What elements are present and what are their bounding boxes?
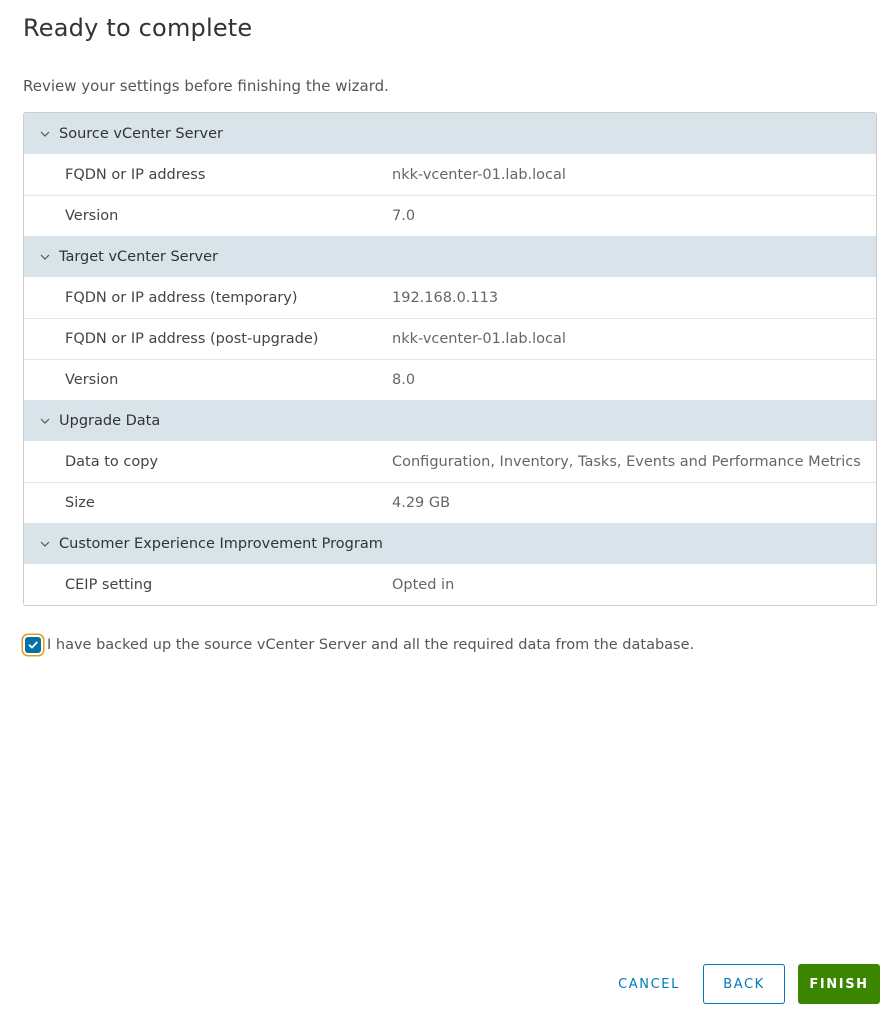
chevron-down-icon	[39, 415, 51, 427]
table-row	[24, 359, 876, 400]
row-value: Opted in	[392, 576, 455, 593]
section-title: Upgrade Data	[59, 412, 161, 429]
table-row	[24, 441, 876, 482]
page-subtitle: Review your settings before finishing the wizard.	[23, 77, 389, 95]
row-label: FQDN or IP address (temporary)	[65, 289, 298, 306]
section-header-ceip[interactable]	[24, 523, 876, 564]
table-row	[24, 318, 876, 359]
chevron-down-icon	[39, 128, 51, 140]
finish-button[interactable]: FINISH	[798, 964, 880, 1004]
row-label: Version	[65, 208, 119, 224]
row-value: Configuration, Inventory, Tasks, Events and Performance Metrics	[392, 453, 861, 470]
section-header-source-vcenter[interactable]	[24, 113, 876, 154]
row-label: FQDN or IP address	[65, 166, 206, 183]
row-value: 4.29 GB	[392, 495, 451, 511]
section-title: Customer Experience Improvement Program	[59, 535, 383, 552]
row-label: Data to copy	[65, 453, 159, 470]
row-label: Version	[65, 372, 119, 388]
backup-confirmation-label[interactable]: I have backed up the source vCenter Server and all the required data from the database.	[47, 637, 695, 653]
chevron-down-icon	[39, 538, 51, 550]
table-row	[24, 277, 876, 318]
row-value: 8.0	[392, 372, 416, 388]
backup-confirmation	[23, 637, 694, 653]
back-button[interactable]: BACK	[703, 964, 785, 1004]
backup-confirmation-checkbox[interactable]	[25, 637, 41, 653]
summary-table	[23, 112, 877, 606]
checkmark-icon	[27, 639, 39, 651]
table-row	[24, 154, 876, 195]
cancel-button[interactable]: CANCEL	[607, 964, 691, 1004]
page-title: Ready to complete	[23, 14, 253, 42]
row-value: 7.0	[392, 208, 416, 224]
table-row	[24, 482, 876, 523]
table-row	[24, 564, 876, 605]
section-title: Target vCenter Server	[59, 248, 219, 265]
row-value: 192.168.0.113	[392, 289, 499, 306]
section-header-target-vcenter[interactable]	[24, 236, 876, 277]
row-label: FQDN or IP address (post-upgrade)	[65, 331, 319, 347]
row-label: Size	[65, 495, 95, 511]
section-title: Source vCenter Server	[59, 125, 223, 142]
table-row	[24, 195, 876, 236]
section-header-upgrade-data[interactable]	[24, 400, 876, 441]
row-value: nkk-vcenter-01.lab.local	[392, 331, 566, 347]
chevron-down-icon	[39, 251, 51, 263]
row-value: nkk-vcenter-01.lab.local	[392, 166, 566, 183]
row-label: CEIP setting	[65, 576, 153, 593]
